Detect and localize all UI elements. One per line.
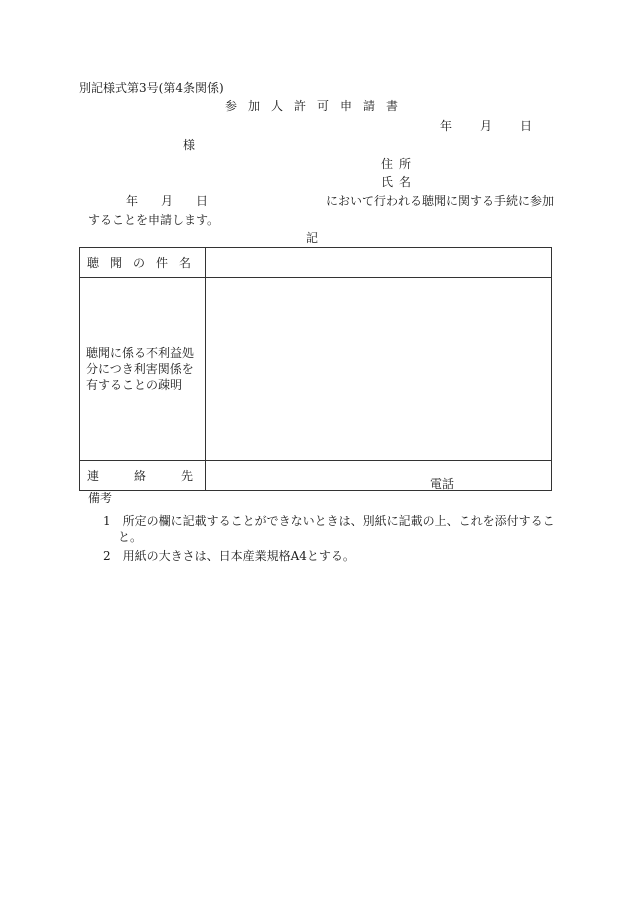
name-label: 氏名 bbox=[381, 175, 418, 189]
date-day: 日 bbox=[520, 119, 533, 133]
document-title: 参加人許可申請書 bbox=[224, 99, 409, 113]
remarks-heading: 備考 bbox=[88, 491, 113, 505]
hearing-date-month: 月 bbox=[161, 194, 174, 208]
application-date bbox=[440, 119, 532, 133]
address-label: 住所 bbox=[381, 157, 418, 171]
hearing-date-day: 日 bbox=[196, 194, 209, 208]
remark-note-2: 2 用紙の大きさは、日本産業規格A4とする。 bbox=[103, 549, 355, 563]
ki-heading: 記 bbox=[306, 231, 319, 245]
body-text-line1: において行われる聴聞に関する手続に参加 bbox=[326, 194, 555, 208]
contact-label-char2: 絡 bbox=[134, 469, 147, 483]
table-row bbox=[80, 278, 552, 461]
hearing-subject-field[interactable] bbox=[206, 248, 552, 278]
interest-justification-field[interactable] bbox=[206, 278, 552, 461]
form-number-label: 別記様式第3号(第4条関係) bbox=[79, 81, 224, 95]
interest-label-line2: 分につき利害関係を bbox=[86, 362, 194, 376]
remark-note-1: 1 所定の欄に記載することができないときは、別紙に記載の上、これを添付するこ bbox=[103, 514, 555, 528]
table-row bbox=[80, 248, 552, 278]
contact-label-char1: 連 bbox=[87, 469, 100, 483]
table-row bbox=[80, 461, 552, 491]
hearing-subject-label: 聴聞の件名 bbox=[80, 248, 206, 278]
interest-label-line3: 有することの疎明 bbox=[86, 378, 183, 392]
contact-field[interactable] bbox=[206, 461, 552, 491]
contact-label-char3: 先 bbox=[181, 469, 194, 483]
date-year: 年 bbox=[440, 119, 453, 133]
interest-justification-label bbox=[80, 278, 206, 461]
interest-label-line1: 聴聞に係る不利益処 bbox=[86, 346, 195, 360]
body-text-line2: することを申請します。 bbox=[88, 213, 220, 227]
contact-label bbox=[80, 461, 206, 491]
hearing-date bbox=[126, 194, 208, 208]
hearing-date-year: 年 bbox=[126, 194, 139, 208]
phone-label: 電話 bbox=[430, 477, 455, 491]
application-table bbox=[79, 247, 552, 491]
addressee-suffix: 様 bbox=[183, 138, 196, 152]
remark-note-1-continued: と。 bbox=[118, 530, 143, 544]
date-month: 月 bbox=[480, 119, 493, 133]
